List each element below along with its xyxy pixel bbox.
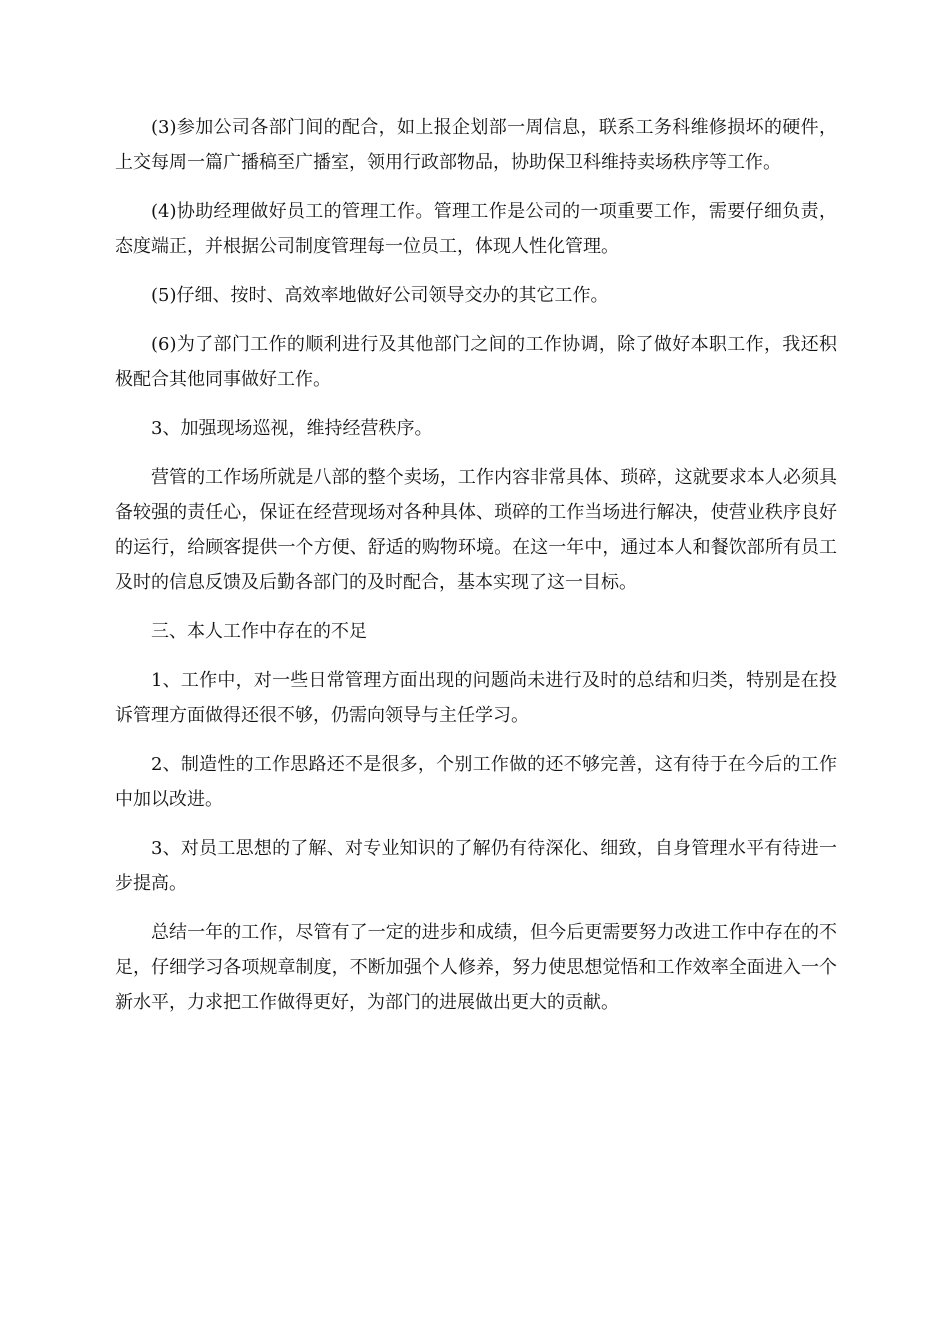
conclusion-paragraph: 总结一年的工作，尽管有了一定的进步和成绩，但今后更需要努力改进工作中存在的不足，仔细学习各项规章制度，不断加强个人修养，努力使思想觉悟和工作效率全面进入一个新水平，力求把工作做得更好，为部门的进展做出更大的贡献。 — [115, 922, 837, 1013]
paragraph-item-6: (6)为了部门工作的顺利进行及其他部门之间的工作协调，除了做好本职工作，我还积极配合其他同事做好工作。 — [115, 334, 837, 390]
paragraph-item-3: (3)参加公司各部门间的配合，如上报企划部一周信息，联系工务科维修损坏的硬件，上交每周一篇广播稿至广播室，领用行政部物品，协助保卫科维持卖场秩序等工作。 — [115, 117, 837, 173]
section-heading-shortcomings: 三、本人工作中存在的不足 — [151, 621, 367, 642]
document-body — [115, 110, 837, 1034]
shortcoming-item-2: 2、制造性的工作思路还不是很多，个别工作做的还不够完善，这有待于在今后的工作中加以改进。 — [115, 754, 837, 810]
shortcoming-item-3: 3、对员工思想的了解、对专业知识的了解仍有待深化、细致，自身管理水平有待进一步提高。 — [115, 838, 837, 894]
paragraph-item-5: (5)仔细、按时、高效率地做好公司领导交办的其它工作。 — [151, 285, 609, 306]
subheading-site-patrol: 3、加强现场巡视，维持经营秩序。 — [151, 418, 433, 439]
paragraph-item-4: (4)协助经理做好员工的管理工作。管理工作是公司的一项重要工作，需要仔细负责，态度端正，并根据公司制度管理每一位员工，体现人性化管理。 — [115, 201, 837, 257]
paragraph-site-patrol-body: 营管的工作场所就是八部的整个卖场，工作内容非常具体、琐碎，这就要求本人必须具备较强的责任心，保证在经营现场对各种具体、琐碎的工作当场进行解决，使营业秩序良好的运行，给顾客提供一个方便、舒适的购物环境。在这一年中，通过本人和餐饮部所有员工及时的信息反馈及后勤各部门的及时配合，基本实现了这一目标。 — [115, 467, 837, 593]
shortcoming-item-1: 1、工作中，对一些日常管理方面出现的问题尚未进行及时的总结和归类，特别是在投诉管理方面做得还很不够，仍需向领导与主任学习。 — [115, 670, 837, 726]
